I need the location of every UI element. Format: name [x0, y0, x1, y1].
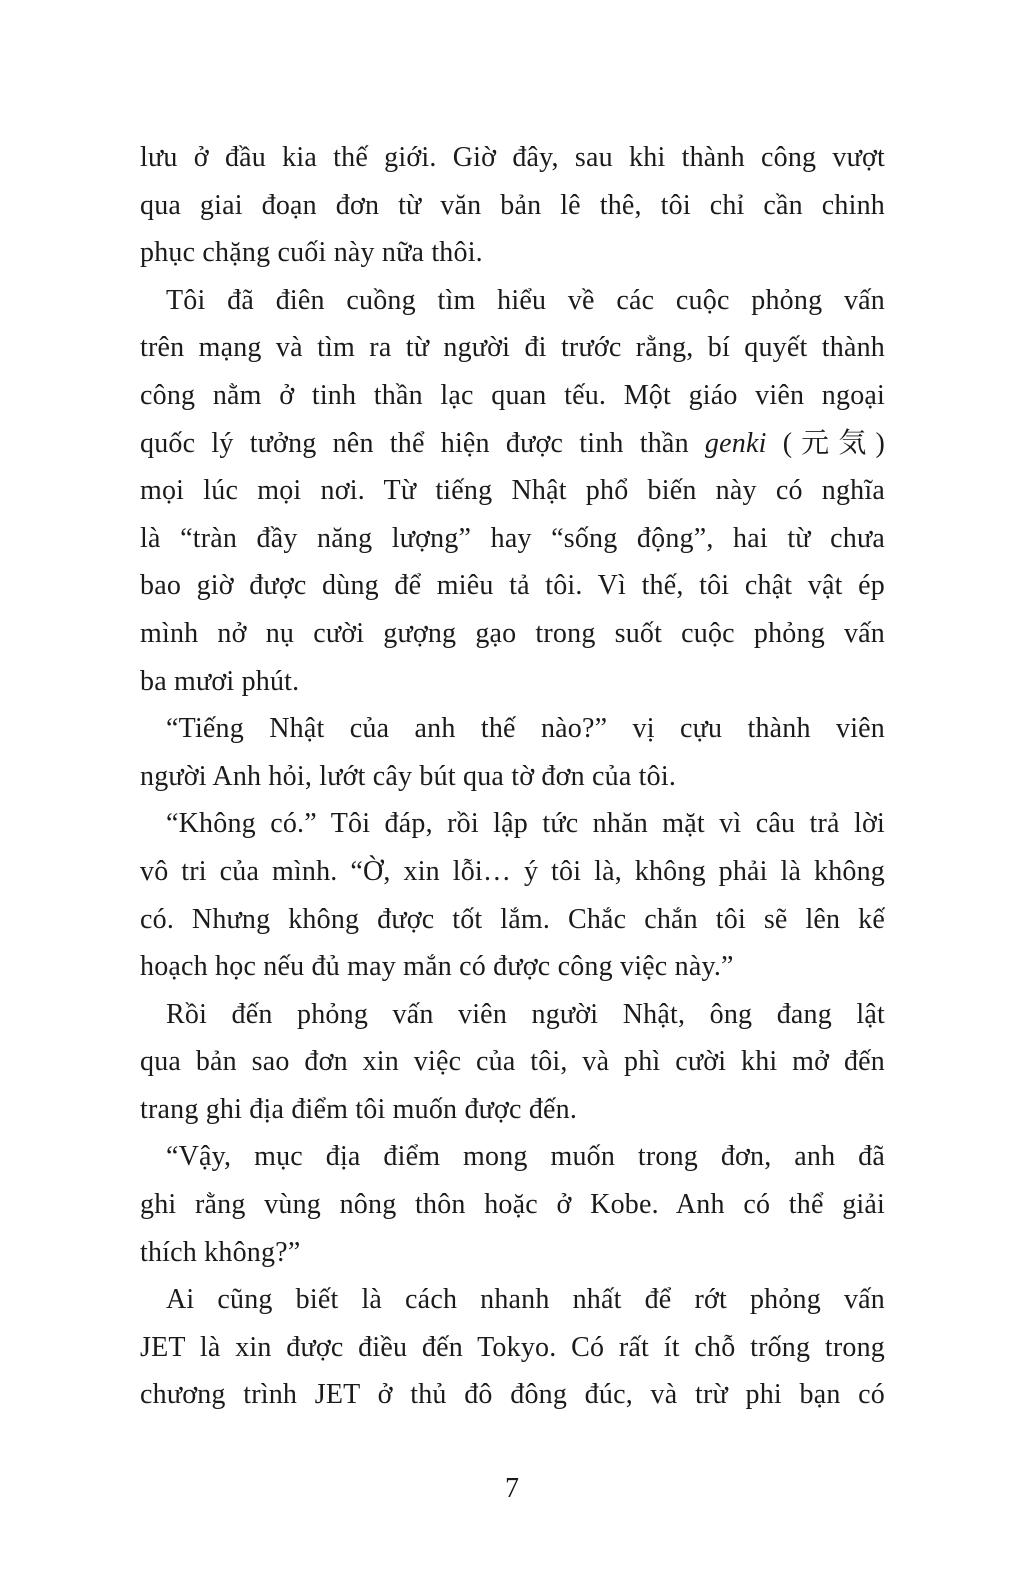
text-line: thích không?” [140, 1236, 301, 1268]
paragraph [140, 800, 885, 990]
text-line: ghi rằng vùng nông thôn hoặc ở Kobe. Anh có thể giải [140, 1189, 885, 1221]
paragraph [140, 991, 885, 1134]
text-line: mình nở nụ cười gượng gạo trong suốt cuộc phỏng vấn [140, 617, 885, 649]
paragraph [140, 134, 885, 277]
paragraph [140, 277, 885, 705]
text-line: lưu ở đầu kia thế giới. Giờ đây, sau khi thành công vượt [140, 142, 885, 173]
text-line: hoạch học nếu đủ may mắn có được công việc này.” [140, 951, 734, 983]
paragraph [140, 705, 885, 800]
paragraph [140, 1276, 885, 1419]
text-line: người Anh hỏi, lướt cây bút qua tờ đơn của tôi. [140, 760, 677, 792]
text-line: bao giờ được dùng để miêu tả tôi. Vì thế, tôi chật vật ép [140, 570, 885, 602]
text-line: Ai cũng biết là cách nhanh nhất để rớt phỏng vấn [166, 1284, 885, 1316]
text-line: JET là xin được điều đến Tokyo. Có rất ít chỗ trống trong [140, 1331, 885, 1363]
text-line-with-italic: quốc lý tưởng nên thể hiện được tinh thần genki (元気) [140, 427, 885, 459]
text-line: “Tiếng Nhật của anh thế nào?” vị cựu thành viên [166, 713, 885, 745]
paragraph [140, 1133, 885, 1276]
page-text-block [140, 134, 885, 1419]
text-line: chương trình JET ở thủ đô đông đúc, và trừ phi bạn có [140, 1379, 885, 1411]
text-line: Tôi đã điên cuồng tìm hiểu về các cuộc phỏng vấn [166, 284, 885, 316]
text-line: có. Nhưng không được tốt lắm. Chắc chắn tôi sẽ lên kế [140, 903, 885, 935]
text-line: là “tràn đầy năng lượng” hay “sống động”, hai từ chưa [140, 522, 885, 554]
page-number: 7 [505, 1473, 519, 1504]
text-line: qua bản sao đơn xin việc của tôi, và phì cười khi mở đến [140, 1046, 885, 1078]
text-line: vô tri của mình. “Ờ, xin lỗi… ý tôi là, không phải là không [140, 855, 885, 887]
text-line: công nằm ở tinh thần lạc quan tếu. Một giáo viên ngoại [140, 379, 885, 411]
text-line: “Không có.” Tôi đáp, rồi lập tức nhăn mặt vì câu trả lời [166, 808, 885, 840]
text-line: mọi lúc mọi nơi. Từ tiếng Nhật phổ biến này có nghĩa [140, 475, 885, 507]
text-line: Rồi đến phỏng vấn viên người Nhật, ông đang lật [166, 998, 885, 1030]
text-line: qua giai đoạn đơn từ văn bản lê thê, tôi chỉ cần chinh [140, 189, 885, 221]
text-line: ba mươi phút. [140, 665, 300, 697]
text-line: “Vậy, mục địa điểm mong muốn trong đơn, anh đã [166, 1141, 885, 1173]
text-line: trang ghi địa điểm tôi muốn được đến. [140, 1093, 578, 1125]
text-line: trên mạng và tìm ra từ người đi trước rằng, bí quyết thành [140, 332, 885, 364]
text-line: phục chặng cuối này nữa thôi. [140, 237, 483, 269]
